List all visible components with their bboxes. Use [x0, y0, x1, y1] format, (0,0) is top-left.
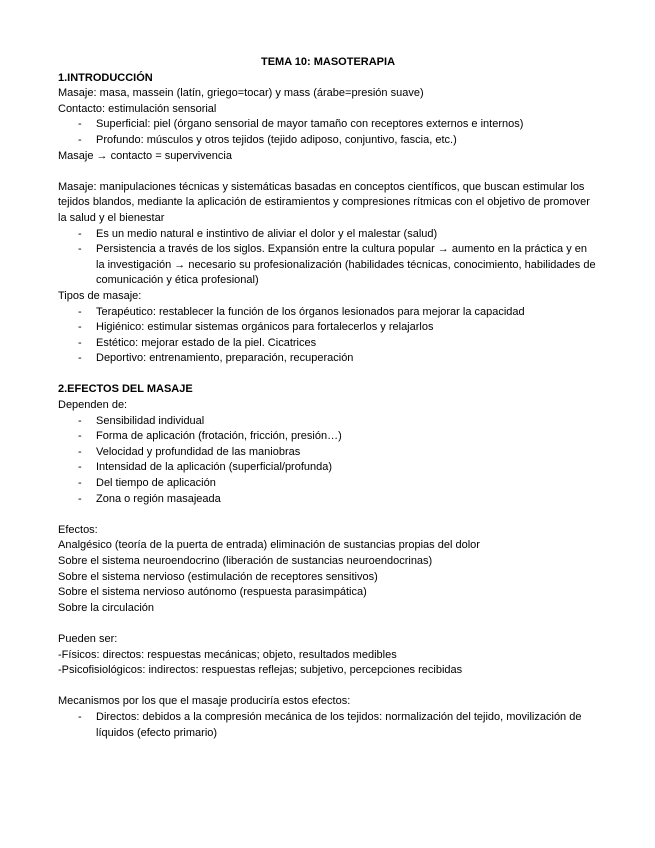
text-line: Sobre el sistema nervioso (estimulación de receptores sensitivos) [58, 570, 378, 583]
document-title: TEMA 10: MASOTERAPIA [260, 56, 396, 68]
text-line: Sobre el sistema neuroendocrino (liberación de sustancias neuroendocrinas) [58, 555, 433, 567]
spacer [58, 616, 598, 632]
spacer [58, 164, 598, 180]
definition-list [58, 227, 598, 289]
list-item: - Profundo: músculos y otros tejidos (tejido adiposo, conjuntivo, fascia, etc.) [58, 133, 598, 149]
text-line: Tipos de masaje: [58, 289, 142, 302]
list-item: - Del tiempo de aplicación [58, 476, 598, 492]
types-list [58, 305, 598, 367]
list-item: - Velocidad y profundidad de las maniobras [58, 445, 598, 461]
document-content [58, 55, 598, 741]
section-heading-introduccion: 1.INTRODUCCIÓN [58, 71, 153, 84]
text-line: Masaje: masa, massein (latín, griego=tocar) y mass (árabe=presión suave) [58, 87, 424, 100]
text-line: Masaje → contacto = supervivencia [58, 149, 232, 162]
list-item: - Forma de aplicación (frotación, fricción, presión…) [58, 429, 598, 445]
text-line: -Psicofisiológicos: indirectos: respuestas reflejas; subjetivo, percepciones recibidas [58, 664, 463, 677]
spacer [58, 679, 598, 695]
list-item: - Es un medio natural e instintivo de aliviar el dolor y el malestar (salud) [58, 227, 598, 243]
list-item: - Sensibilidad individual [58, 414, 598, 430]
text-line: Contacto: estimulación sensorial [58, 102, 217, 115]
definition-paragraph: Masaje: manipulaciones técnicas y sistemáticas basadas en conceptos científicos, que buscan estimular los tejidos blandos, mediante la aplicación de estiramientos y compresiones rítmicas con el objetivo de promover la salud y el bienestar [58, 180, 590, 224]
text-line: Pueden ser: [58, 632, 118, 645]
mechanisms-list [58, 710, 598, 741]
list-item: - Directos: debidos a la compresión mecánica de los tejidos: normalización del tejido, movilización de líquidos (efecto primario) [58, 710, 598, 741]
text-line: Analgésico (teoría de la puerta de entrada) eliminación de sustancias propias del dolor [58, 539, 480, 552]
list-item: - Zona o región masajeada [58, 492, 598, 508]
contact-list [58, 117, 598, 148]
list-item: - Superficial: piel (órgano sensorial de mayor tamaño con receptores externos e internos) [58, 117, 598, 133]
text-line: Sobre la circulación [58, 601, 154, 614]
text-line: Sobre el sistema nervioso autónomo (respuesta parasimpática) [58, 586, 367, 599]
list-item: - Estético: mejorar estado de la piel. Cicatrices [58, 336, 598, 352]
spacer [58, 367, 598, 383]
section-heading-efectos: 2.EFECTOS DEL MASAJE [58, 383, 193, 396]
list-item: - Persistencia a través de los siglos. Expansión entre la cultura popular → aumento en la práctica y en la investigación → necesario su profesionalización (habilidades técnicas, conocimiento, habilidades de comunicación y ética profesional) [58, 242, 598, 289]
list-item: - Terapéutico: restablecer la función de los órganos lesionados para mejorar la capacidad [58, 305, 598, 321]
list-item: - Deportivo: entrenamiento, preparación, recuperación [58, 351, 598, 367]
spacer [58, 507, 598, 523]
list-item: - Intensidad de la aplicación (superficial/profunda) [58, 460, 598, 476]
depend-list [58, 414, 598, 508]
text-line: Mecanismos por los que el masaje produciría estos efectos: [58, 695, 351, 708]
text-line: Efectos: [58, 523, 98, 536]
list-item: - Higiénico: estimular sistemas orgánicos para fortalecerlos y relajarlos [58, 320, 598, 336]
text-line: -Físicos: directos: respuestas mecánicas; objeto, resultados medibles [58, 648, 397, 661]
text-line: Dependen de: [58, 399, 128, 412]
